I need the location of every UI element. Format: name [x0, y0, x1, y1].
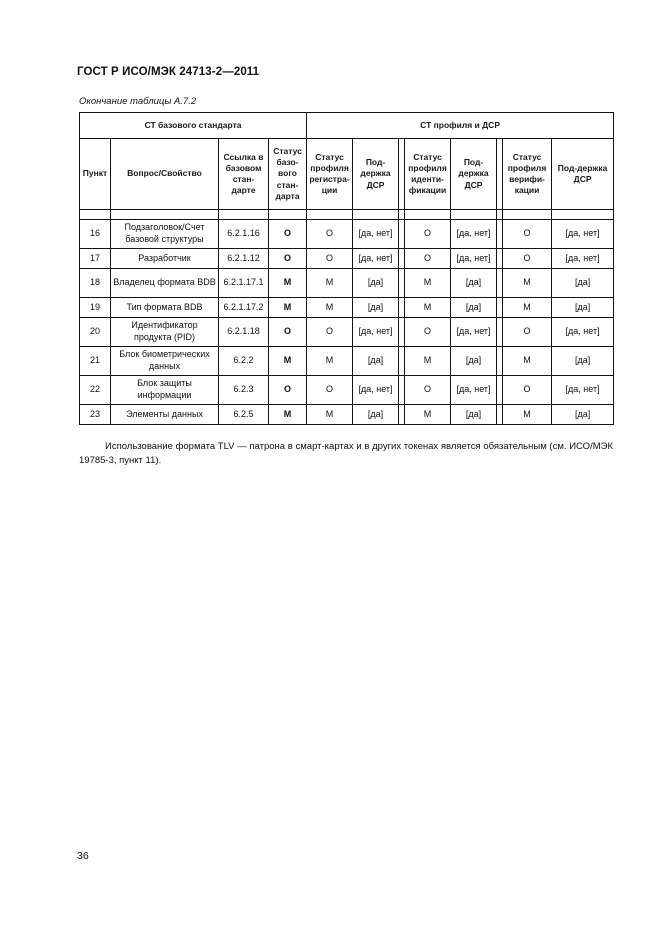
- cell-ver-support: [да, нет]: [552, 376, 614, 405]
- cell-base-status: M: [269, 298, 307, 318]
- cell-ver-status: O: [503, 376, 552, 405]
- cell-reg-status: M: [307, 405, 353, 425]
- col-header-ref: Ссылка в базовом стан-дарте: [219, 139, 269, 210]
- footnote-text: Использование формата TLV — патрона в смарт-картах и в других токенах является обязательным (см. ИСО/МЭК 19785-3, пункт 11).: [79, 441, 613, 466]
- cell-ver-status: O: [503, 220, 552, 249]
- cell-reg-support: [да]: [353, 405, 399, 425]
- cell-base-status: O: [269, 376, 307, 405]
- cell-question: Идентификатор продукта (PID): [111, 318, 219, 347]
- table-caption: Окончание таблицы А.7.2: [79, 96, 197, 107]
- cell-id-support: [да]: [451, 269, 497, 298]
- cell-item: 21: [80, 347, 111, 376]
- cell-ref: 6.2.1.17.2: [219, 298, 269, 318]
- document-title: ГОСТ Р ИСО/МЭК 24713-2—2011: [77, 66, 260, 78]
- col-header-base-status: Статус базо-вого стан-дарта: [269, 139, 307, 210]
- cell-item: 22: [80, 376, 111, 405]
- cell-id-status: M: [405, 405, 451, 425]
- cell-ver-support: [да]: [552, 269, 614, 298]
- cell-question: Подзаголовок/Счет базовой структуры: [111, 220, 219, 249]
- cell-id-support: [да, нет]: [451, 220, 497, 249]
- cell-reg-support: [да, нет]: [353, 249, 399, 269]
- group-header-profile: СТ профиля и ДСР: [307, 113, 614, 139]
- cell-id-status: O: [405, 220, 451, 249]
- col-header-ver-status: Статус профиля верифи-кации: [503, 139, 552, 210]
- page-number: 36: [77, 850, 89, 862]
- cell-reg-status: O: [307, 318, 353, 347]
- cell-question: Элементы данных: [111, 405, 219, 425]
- cell-item: 23: [80, 405, 111, 425]
- cell-question: Блок защиты информации: [111, 376, 219, 405]
- group-header-base: СТ базового стандарта: [80, 113, 307, 139]
- cell-ref: 6.2.1.17.1: [219, 269, 269, 298]
- col-header-id-status: Статус профиля иденти-фикации: [405, 139, 451, 210]
- cell-ver-support: [да]: [552, 347, 614, 376]
- cell-question: Владелец формата BDB: [111, 269, 219, 298]
- cell-reg-status: O: [307, 376, 353, 405]
- cell-id-status: M: [405, 347, 451, 376]
- cell-ver-support: [да]: [552, 298, 614, 318]
- cell-ver-status: M: [503, 347, 552, 376]
- table-row: [80, 376, 614, 405]
- cell-question: Блок биометрических данных: [111, 347, 219, 376]
- col-header-id-support: Под-держка ДСР: [451, 139, 497, 210]
- cell-base-status: O: [269, 318, 307, 347]
- cell-reg-support: [да, нет]: [353, 220, 399, 249]
- cell-id-status: M: [405, 298, 451, 318]
- cell-base-status: O: [269, 220, 307, 249]
- cell-ver-support: [да, нет]: [552, 249, 614, 269]
- cell-id-support: [да, нет]: [451, 376, 497, 405]
- cell-item: 17: [80, 249, 111, 269]
- cell-ver-status: O: [503, 318, 552, 347]
- cell-ver-support: [да]: [552, 405, 614, 425]
- cell-reg-status: O: [307, 220, 353, 249]
- cell-base-status: M: [269, 347, 307, 376]
- footnote-paragraph: [79, 440, 613, 468]
- cell-id-support: [да]: [451, 298, 497, 318]
- cell-item: 18: [80, 269, 111, 298]
- cell-item: 20: [80, 318, 111, 347]
- cell-reg-support: [да]: [353, 269, 399, 298]
- cell-ver-support: [да, нет]: [552, 220, 614, 249]
- table-row: [80, 318, 614, 347]
- cell-base-status: M: [269, 269, 307, 298]
- cell-id-status: M: [405, 269, 451, 298]
- cell-item: 16: [80, 220, 111, 249]
- cell-base-status: M: [269, 405, 307, 425]
- cell-id-support: [да]: [451, 405, 497, 425]
- cell-reg-support: [да, нет]: [353, 318, 399, 347]
- cell-reg-status: M: [307, 298, 353, 318]
- cell-ver-status: M: [503, 269, 552, 298]
- cell-id-support: [да, нет]: [451, 318, 497, 347]
- cell-ver-status: M: [503, 298, 552, 318]
- col-header-item: Пункт: [80, 139, 111, 210]
- cell-ver-status: M: [503, 405, 552, 425]
- cell-reg-status: O: [307, 249, 353, 269]
- col-header-reg-status: Статус профиля регистра-ции: [307, 139, 353, 210]
- cell-ref: 6.2.5: [219, 405, 269, 425]
- cell-ver-status: O: [503, 249, 552, 269]
- cell-id-status: O: [405, 318, 451, 347]
- cell-reg-support: [да]: [353, 347, 399, 376]
- col-header-ver-support: Под-держка ДСР: [552, 139, 614, 210]
- cell-question: Разработчик: [111, 249, 219, 269]
- cell-id-support: [да]: [451, 347, 497, 376]
- cell-base-status: O: [269, 249, 307, 269]
- conformance-table: [79, 112, 614, 425]
- cell-question: Тип формата BDB: [111, 298, 219, 318]
- table-row: [80, 269, 614, 298]
- cell-ref: 6.2.2: [219, 347, 269, 376]
- header-gap-row: [80, 210, 614, 220]
- cell-reg-support: [да, нет]: [353, 376, 399, 405]
- cell-id-support: [да, нет]: [451, 249, 497, 269]
- table-row: [80, 298, 614, 318]
- cell-reg-status: M: [307, 347, 353, 376]
- table-row: [80, 405, 614, 425]
- cell-ref: 6.2.3: [219, 376, 269, 405]
- cell-ref: 6.2.1.12: [219, 249, 269, 269]
- cell-ref: 6.2.1.16: [219, 220, 269, 249]
- table-row: [80, 347, 614, 376]
- table-row: [80, 249, 614, 269]
- cell-reg-support: [да]: [353, 298, 399, 318]
- col-header-question: Вопрос/Свойство: [111, 139, 219, 210]
- cell-item: 19: [80, 298, 111, 318]
- cell-ref: 6.2.1.18: [219, 318, 269, 347]
- cell-id-status: O: [405, 376, 451, 405]
- cell-id-status: O: [405, 249, 451, 269]
- cell-reg-status: M: [307, 269, 353, 298]
- cell-ver-support: [да, нет]: [552, 318, 614, 347]
- table-row: [80, 220, 614, 249]
- col-header-reg-support: Под-держка ДСР: [353, 139, 399, 210]
